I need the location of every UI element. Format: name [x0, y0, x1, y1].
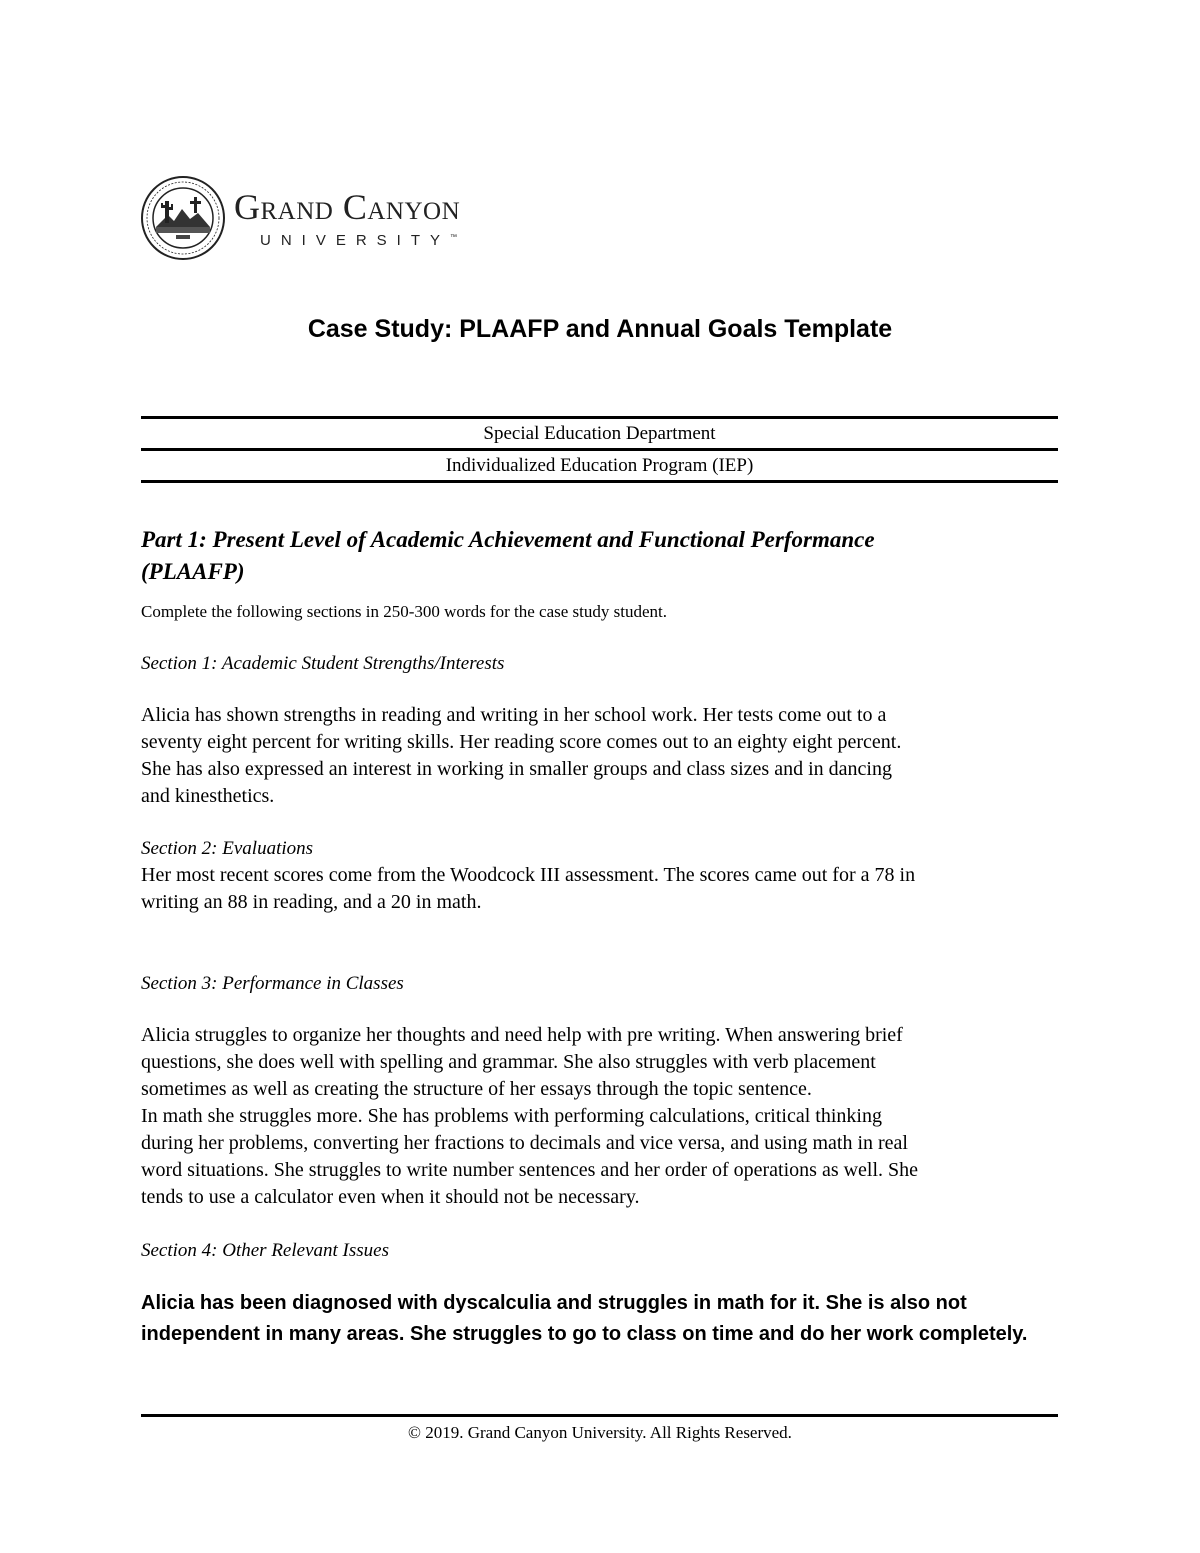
footer-divider [141, 1414, 1058, 1417]
text-line: word situations. She struggles to write number sentences and her order of operations as well. She [141, 1159, 919, 1181]
text-line: Alicia struggles to organize her thoughts and need help with pre writing. When answering brief [141, 1024, 903, 1046]
wordmark-grand-canyon: Grand Canyon [234, 186, 461, 227]
text-line: questions, she does well with spelling and grammar. She also struggles with verb placement [141, 1051, 876, 1073]
text-line: writing an 88 in reading, and a 20 in math. [141, 891, 482, 913]
trademark-symbol: ™ [450, 233, 458, 241]
text-line: She has also expressed an interest in working in smaller groups and class sizes and in dancing [141, 758, 892, 780]
part1-instruction: Complete the following sections in 250-300 words for the case study student. [141, 602, 667, 621]
wordmark-university-text: UNIVERSITY [260, 231, 451, 249]
part1-heading-line1: Part 1: Present Level of Academic Achievement and Functional Performance [141, 527, 875, 552]
part1-heading [141, 524, 1061, 588]
text-line: sometimes as well as creating the structure of her essays through the topic sentence. [141, 1078, 812, 1100]
university-wordmark [234, 187, 460, 250]
university-logo [140, 175, 460, 261]
section4-body [141, 1288, 1061, 1350]
text-line: Her most recent scores come from the Woodcock III assessment. The scores came out for a 78 in [141, 864, 916, 886]
university-seal-icon [140, 175, 226, 261]
document-title: Case Study: PLAAFP and Annual Goals Template [307, 315, 893, 343]
text-line: In math she struggles more. She has problems with performing calculations, critical thinking [141, 1105, 882, 1127]
section4-title: Section 4: Other Relevant Issues [141, 1240, 389, 1261]
program-label: Individualized Education Program (IEP) [445, 455, 754, 476]
text-line: seventy eight percent for writing skills. Her reading score comes out to an eighty eight percent. [141, 731, 902, 753]
section1-body [141, 702, 1061, 810]
section3-title: Section 3: Performance in Classes [141, 973, 404, 994]
section1-title: Section 1: Academic Student Strengths/Interests [141, 653, 505, 674]
department-label: Special Education Department [483, 423, 716, 444]
text-line: Alicia has been diagnosed with dyscalculia and struggles in math for it. She is also not [141, 1292, 967, 1314]
divider [141, 480, 1058, 483]
text-line: tends to use a calculator even when it should not be necessary. [141, 1186, 640, 1208]
section2-body [141, 862, 1061, 916]
text-line: Alicia has shown strengths in reading and writing in her school work. Her tests come out to a [141, 704, 887, 726]
document-body [141, 524, 1061, 1350]
part1-heading-line2: (PLAAFP) [141, 559, 245, 584]
wordmark-university [260, 229, 460, 250]
section2-title: Section 2: Evaluations [141, 838, 314, 859]
section3-body [141, 1022, 1061, 1211]
text-line: independent in many areas. She struggles to go to class on time and do her work completely. [141, 1323, 1028, 1345]
footer-copyright: © 2019. Grand Canyon University. All Rights Reserved. [408, 1423, 792, 1442]
text-line: and kinesthetics. [141, 785, 275, 807]
header-block [141, 416, 1058, 483]
text-line: during her problems, converting her fractions to decimals and vice versa, and using math in real [141, 1132, 908, 1154]
